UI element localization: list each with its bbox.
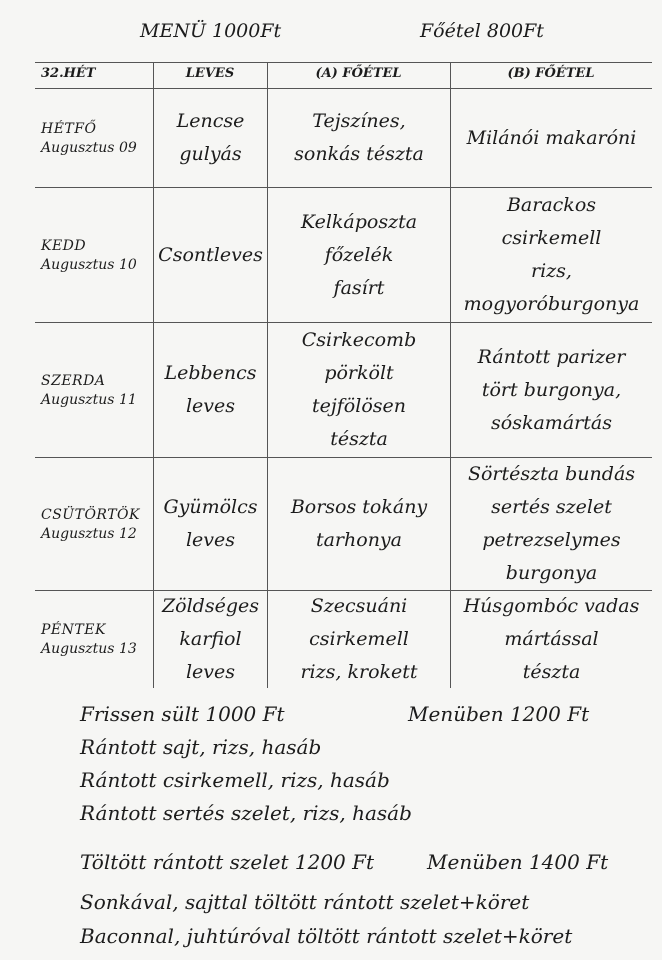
dish-line: Milánói makaróni	[466, 126, 637, 149]
dish-line: rizs, krokett	[300, 661, 418, 683]
main-b-cell-monday	[451, 89, 652, 187]
day-cell-thursday	[36, 458, 153, 590]
dish-line: Zöldséges	[161, 595, 260, 617]
dish-line: burgonya	[505, 562, 598, 584]
stuffed-schnitzel-item: Sonkával, sajttal töltött rántott szelet+köret	[80, 890, 530, 914]
dish-line: leves	[185, 529, 236, 551]
soup-cell-monday	[154, 89, 267, 187]
dish-line: fasírt	[333, 276, 385, 299]
dish-line: tészta	[330, 428, 388, 450]
day-cell-wednesday	[36, 323, 153, 457]
dish-line: Barackos	[506, 194, 597, 216]
column-header-main-a: (A) FŐÉTEL	[315, 66, 402, 81]
stuffed-schnitzel-title: Töltött rántott szelet 1200 Ft	[80, 850, 375, 874]
day-name: KEDD	[41, 237, 87, 254]
soup-cell-wednesday	[154, 323, 267, 457]
dish-line: gulyás	[179, 143, 242, 165]
day-name: PÉNTEK	[41, 622, 106, 638]
dish-line: tészta	[522, 661, 581, 683]
column-header-week: 32.HÉT	[41, 66, 96, 81]
soup-cell-tuesday	[154, 188, 267, 322]
dish-line: petrezselymes	[482, 529, 621, 551]
fresh-fried-title: Frissen sült 1000 Ft	[80, 702, 285, 726]
main-a-cell-wednesday	[268, 323, 450, 457]
dish-line: karfiol	[179, 628, 242, 650]
day-date: Augusztus 12	[41, 525, 137, 542]
soup-cell-friday	[154, 591, 267, 688]
stuffed-schnitzel-menu-price: Menüben 1400 Ft	[427, 850, 609, 874]
dish-line: Sörtészta bundás	[467, 463, 636, 485]
main-b-cell-thursday	[451, 458, 652, 590]
column-header-main-b: (B) FŐÉTEL	[507, 66, 595, 81]
main-course-price-heading: Főétel 800Ft	[420, 20, 544, 42]
main-a-cell-tuesday	[268, 188, 450, 322]
dish-line: Tejszínes,	[312, 110, 406, 132]
dish-line: leves	[185, 395, 236, 417]
day-date: Augusztus 09	[41, 139, 137, 156]
main-b-cell-friday	[451, 591, 652, 688]
fresh-fried-item: Rántott csirkemell, rizs, hasáb	[80, 768, 390, 792]
fresh-fried-item: Rántott sajt, rizs, hasáb	[80, 735, 322, 759]
dish-line: mártással	[504, 628, 599, 650]
day-cell-friday	[36, 591, 153, 688]
dish-line: Csirkecomb	[301, 329, 417, 351]
main-b-cell-tuesday	[451, 188, 652, 322]
main-a-cell-friday	[268, 591, 450, 688]
day-cell-monday	[36, 89, 153, 187]
soup-cell-thursday	[154, 458, 267, 590]
dish-line: Csontleves	[158, 243, 263, 266]
fresh-fried-item: Rántott sertés szelet, rizs, hasáb	[80, 801, 412, 825]
dish-line: Lebbencs	[164, 362, 257, 384]
dish-line: rizs,	[531, 260, 572, 282]
dish-line: sonkás tészta	[294, 143, 424, 165]
day-date: Augusztus 11	[41, 391, 137, 408]
dish-line: Húsgombóc vadas	[463, 595, 640, 617]
menu-price-heading: MENÜ 1000Ft	[140, 20, 282, 42]
dish-line: tejfölösen	[312, 395, 406, 417]
dish-line: pörkölt	[324, 362, 394, 384]
dish-line: tarhonya	[315, 529, 402, 551]
dish-line: sertés szelet	[491, 496, 612, 518]
dish-line: Rántott parizer	[477, 345, 626, 368]
dish-line: Kelkáposzta	[300, 210, 418, 233]
dish-line: Szecsuáni	[310, 595, 408, 617]
dish-line: főzelék	[324, 243, 394, 266]
dish-line: csirkemell	[309, 628, 409, 650]
dish-line: tört burgonya,	[481, 378, 622, 401]
dish-line: Borsos tokány	[290, 496, 428, 518]
column-header-soup: LEVES	[185, 66, 235, 81]
dish-line: Gyümölcs	[163, 496, 258, 518]
table-top-border	[35, 62, 652, 63]
dish-line: Lencse	[176, 110, 245, 132]
dish-line: leves	[185, 661, 236, 683]
dish-line: csirkemell	[501, 227, 602, 249]
day-cell-tuesday	[36, 188, 153, 322]
dish-line: sóskamártás	[491, 411, 612, 434]
stuffed-schnitzel-item: Baconnal, juhtúróval töltött rántott szelet+köret	[80, 924, 573, 948]
day-date: Augusztus 10	[41, 256, 137, 273]
main-a-cell-thursday	[268, 458, 450, 590]
day-name: SZERDA	[41, 372, 106, 389]
main-a-cell-monday	[268, 89, 450, 187]
day-date: Augusztus 13	[41, 641, 137, 657]
day-name: CSÜTÖRTÖK	[41, 506, 140, 523]
fresh-fried-menu-price: Menüben 1200 Ft	[408, 702, 590, 726]
main-b-cell-wednesday	[451, 323, 652, 457]
day-name: HÉTFŐ	[41, 120, 97, 137]
dish-line: mogyoróburgonya	[463, 293, 640, 315]
